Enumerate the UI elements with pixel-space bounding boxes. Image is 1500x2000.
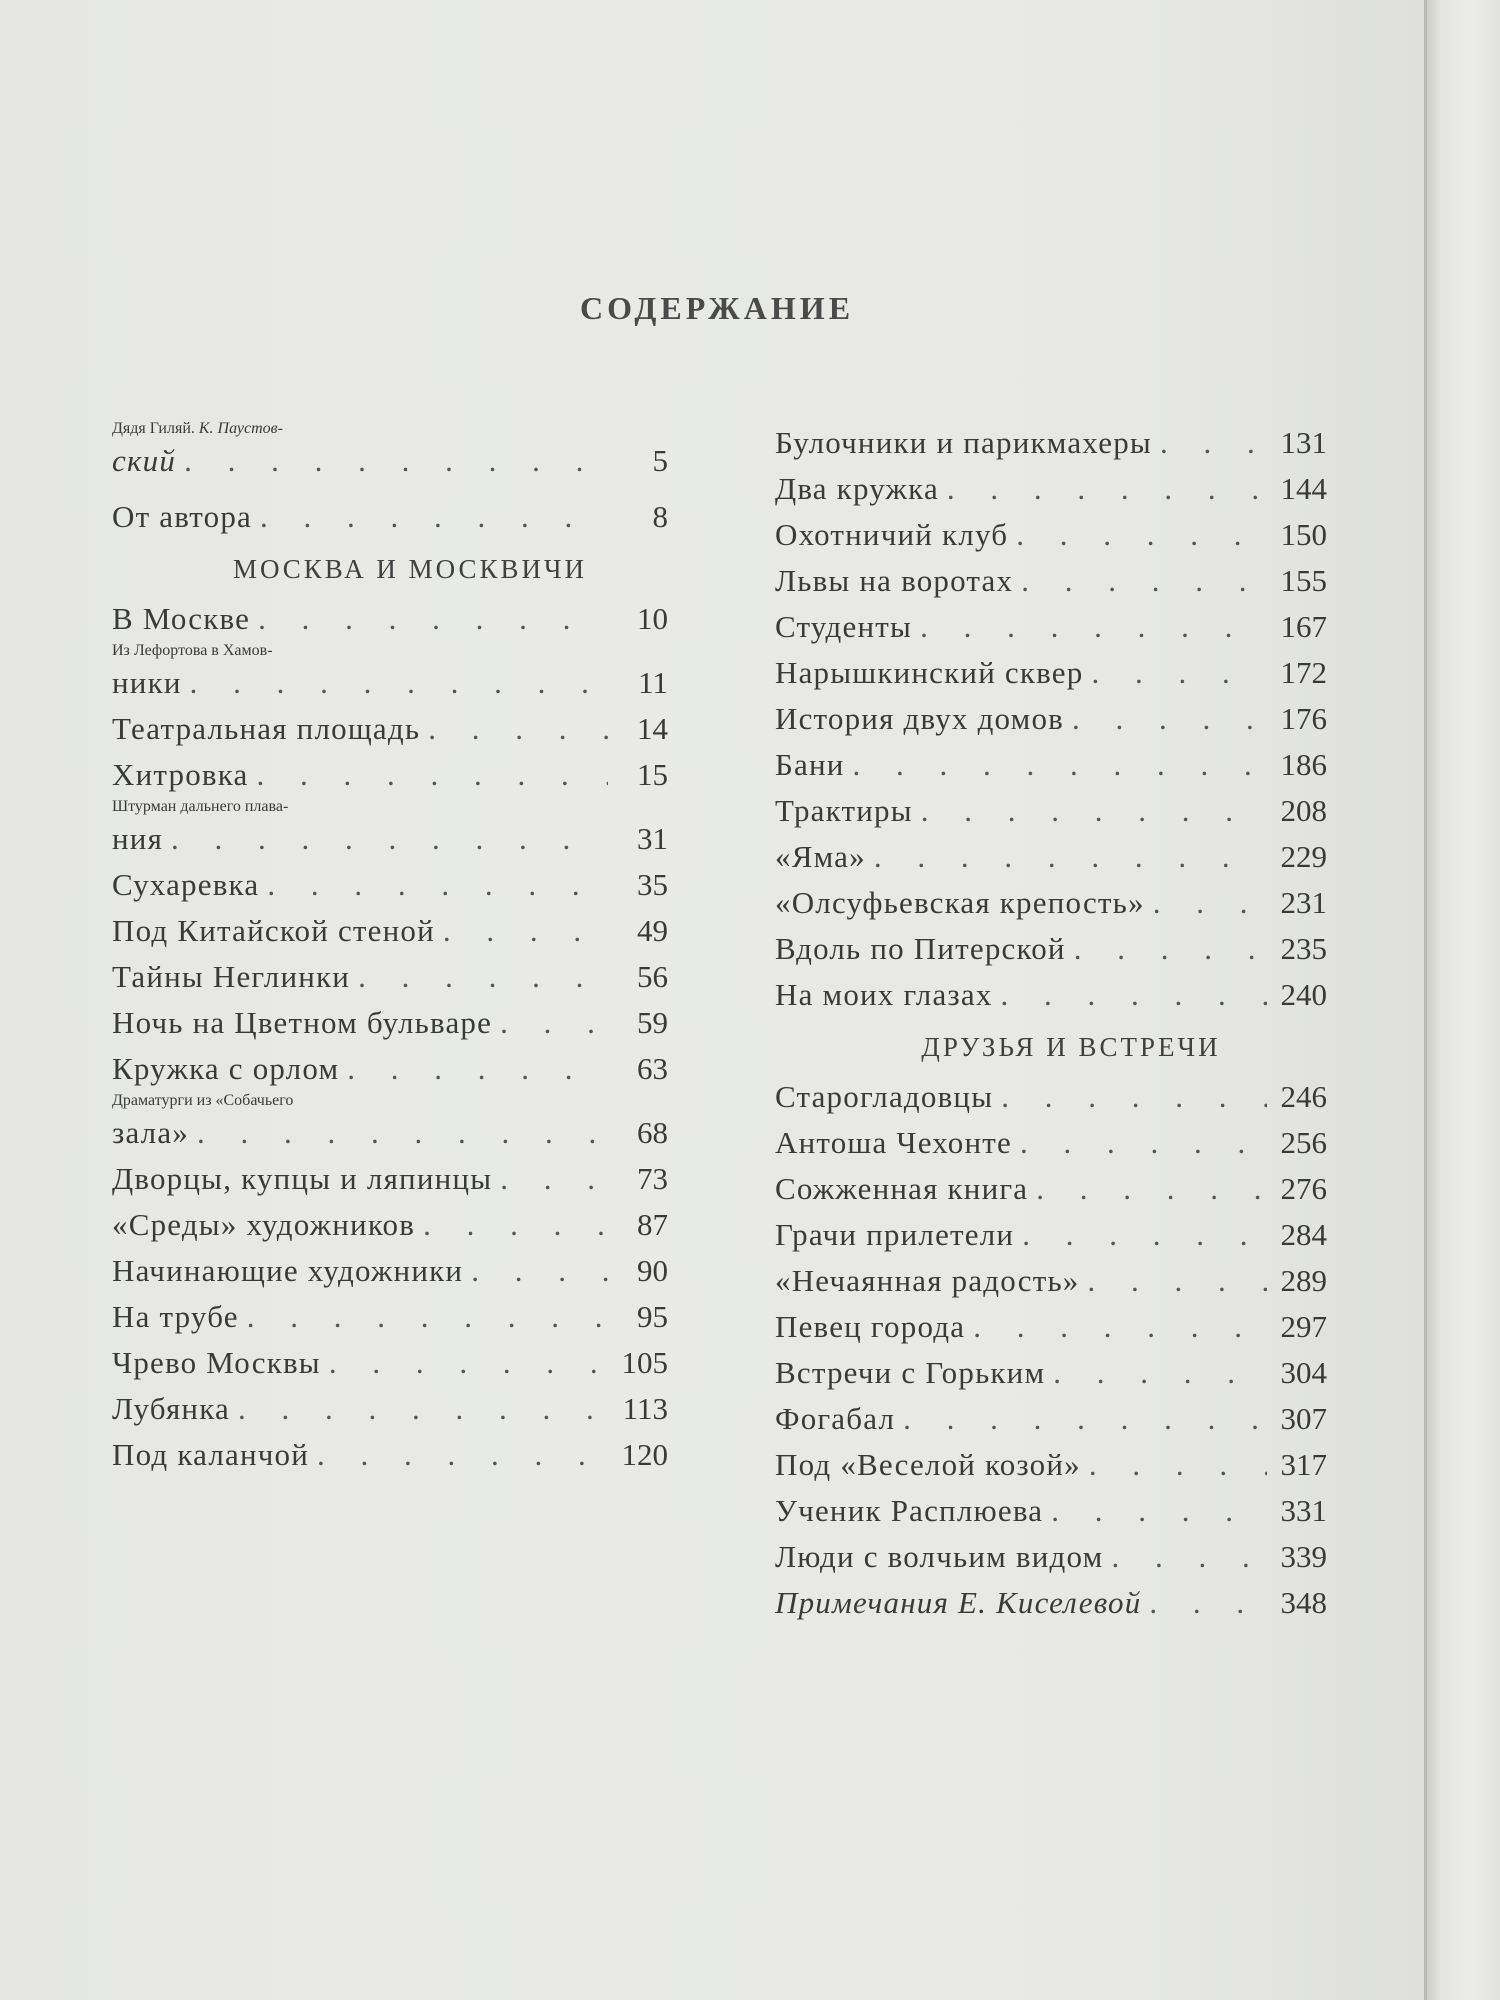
page-number: 49	[637, 913, 668, 948]
dot-leader	[189, 1110, 608, 1156]
entry-title: Вдоль по Питерской	[775, 931, 1066, 966]
toc-entry	[775, 696, 1327, 742]
dot-leader	[1141, 1580, 1267, 1626]
dot-leader	[993, 1074, 1267, 1120]
toc-entry	[775, 1350, 1327, 1396]
entry-title: Студенты	[775, 609, 913, 644]
entry-title: Чрево Москвы	[112, 1345, 321, 1380]
entry-title: Староглaдовцы	[775, 1079, 994, 1114]
dot-leader	[492, 1000, 608, 1046]
page-number: 339	[1280, 1539, 1327, 1574]
entry-title: Дворцы, купцы и ляпинцы	[112, 1161, 493, 1196]
page-number: 5	[652, 443, 668, 478]
entry-title: Бани	[775, 747, 845, 782]
entry-title: Встречи с Горьким	[775, 1355, 1046, 1390]
page-number: 167	[1280, 609, 1327, 644]
dot-leader	[866, 834, 1267, 880]
toc-entry	[112, 752, 668, 798]
dot-leader	[350, 954, 608, 1000]
dot-leader	[309, 1432, 608, 1478]
page-number: 95	[637, 1299, 668, 1334]
toc-entry	[775, 1212, 1327, 1258]
entry-title: Певец города	[775, 1309, 966, 1344]
toc-entry	[775, 742, 1327, 788]
entry-title: Фогабал	[775, 1401, 896, 1436]
dot-leader	[182, 660, 608, 706]
page-number: 304	[1280, 1355, 1327, 1390]
toc-right-column	[775, 420, 1327, 1626]
dot-leader	[339, 1046, 608, 1092]
entry-title: «Нечаянная радость»	[775, 1263, 1080, 1298]
entry-title: Лубянка	[112, 1391, 230, 1426]
page-number: 186	[1280, 747, 1327, 782]
toc-entry	[775, 420, 1327, 466]
toc-entry	[775, 1258, 1327, 1304]
toc-list	[775, 420, 1327, 1018]
entry-title: «Олсуфьевская крепость»	[775, 885, 1145, 920]
dot-leader	[1014, 1212, 1267, 1258]
entry-title: зала»	[112, 1115, 190, 1150]
page-number: 284	[1280, 1217, 1327, 1252]
toc-entry	[775, 1120, 1327, 1166]
entry-title: Под каланчой	[112, 1437, 310, 1472]
toc-entry	[112, 954, 668, 1000]
toc-list	[775, 1074, 1327, 1626]
page-number: 176	[1280, 701, 1327, 736]
toc-left-column	[112, 420, 668, 1478]
page-number: 231	[1280, 885, 1327, 920]
entry-title: Под «Веселой козой»	[775, 1447, 1081, 1482]
toc-entry	[112, 706, 668, 752]
entry-title-line: Драматурги из «Собачьего	[112, 1092, 294, 1109]
dot-leader	[259, 862, 608, 908]
toc-entry	[112, 1386, 668, 1432]
entry-title: Под Китайской стеной	[112, 913, 435, 948]
page-number: 120	[621, 1437, 668, 1472]
entry-title: Сожженная книга	[775, 1171, 1029, 1206]
dot-leader	[1028, 1166, 1267, 1212]
page-number: 155	[1280, 563, 1327, 598]
entry-title: Булочники и парикмахеры	[775, 425, 1152, 460]
entry-title: Два кружка	[775, 471, 939, 506]
dot-leader	[1013, 558, 1267, 604]
entry-title: ния	[112, 821, 164, 856]
dot-leader	[163, 816, 608, 862]
entry-title-line: Штурман дальнего плава-	[112, 798, 289, 815]
entry-title: Антоша Чехонте	[775, 1125, 1013, 1160]
page-number: 68	[637, 1115, 668, 1150]
page-number: 297	[1280, 1309, 1327, 1344]
dot-leader	[1066, 926, 1267, 972]
entry-title: Театральная площадь	[112, 711, 421, 746]
toc-entry	[775, 926, 1327, 972]
page-number: 14	[637, 711, 668, 746]
entry-title: Примечания Е. Киселевой	[775, 1585, 1142, 1620]
entry-title-line: Из Лефортова в Хамов-	[112, 642, 273, 659]
toc-entry	[775, 1396, 1327, 1442]
toc-entry	[112, 798, 668, 862]
dot-leader	[912, 604, 1267, 650]
page-number: 105	[621, 1345, 668, 1380]
dot-leader	[993, 972, 1267, 1018]
page-number: 317	[1280, 1447, 1327, 1482]
page-number: 73	[637, 1161, 668, 1196]
toc-entry	[112, 908, 668, 954]
page-number: 131	[1280, 425, 1327, 460]
dot-leader	[939, 466, 1267, 512]
page-number: 15	[637, 757, 668, 792]
page-number: 144	[1280, 471, 1327, 506]
page-title: СОДЕРЖАНИЕ	[579, 290, 855, 326]
page-number: 172	[1280, 655, 1327, 690]
page-number: 240	[1280, 977, 1327, 1012]
page-number: 113	[622, 1391, 668, 1426]
entry-author: К. Паустов-	[198, 420, 283, 437]
toc-entry	[775, 1580, 1327, 1626]
dot-leader	[492, 1156, 608, 1202]
entry-title: Грачи прилетели	[775, 1217, 1015, 1252]
entry-title: Ночь на Цветном бульваре	[112, 1005, 493, 1040]
toc-entry	[112, 862, 668, 908]
dot-leader	[1152, 420, 1267, 466]
page-number: 246	[1280, 1079, 1327, 1114]
entry-title: Хитровка	[112, 757, 249, 792]
page-number: 8	[652, 499, 668, 534]
page-number: 31	[637, 821, 668, 856]
entry-title: На моих глазах	[775, 977, 993, 1012]
dot-leader	[463, 1248, 608, 1294]
entry-title: Ученик Расплюева	[775, 1493, 1044, 1528]
dot-leader	[1043, 1488, 1267, 1534]
toc-entry	[775, 512, 1327, 558]
dot-leader	[1083, 650, 1267, 696]
entry-title: История двух домов	[775, 701, 1065, 736]
toc-entry	[112, 1092, 668, 1156]
toc-entry	[775, 880, 1327, 926]
entry-title: «Среды» художников	[112, 1207, 416, 1242]
dot-leader	[1064, 696, 1267, 742]
dot-leader	[965, 1304, 1267, 1350]
page-number: 229	[1280, 839, 1327, 874]
page-number: 10	[637, 601, 668, 636]
entry-title: От автора	[112, 499, 253, 534]
dot-leader	[1079, 1258, 1267, 1304]
toc-entry	[775, 604, 1327, 650]
toc-entry	[112, 1248, 668, 1294]
toc-entry	[775, 1488, 1327, 1534]
section-heading: ДРУЗЬЯ И ВСТРЕЧИ	[921, 1032, 1221, 1062]
page-number: 35	[637, 867, 668, 902]
entry-title: На трубе	[112, 1299, 239, 1334]
dot-leader	[1081, 1442, 1267, 1488]
page-number: 59	[637, 1005, 668, 1040]
entry-title: Кружка с орлом	[112, 1051, 340, 1086]
page-number: 90	[637, 1253, 668, 1288]
page-number: 307	[1280, 1401, 1327, 1436]
toc-entry	[112, 1432, 668, 1478]
dot-leader	[415, 1202, 608, 1248]
dot-leader	[239, 1294, 608, 1340]
dot-leader	[230, 1386, 608, 1432]
toc-list	[112, 596, 668, 1478]
toc-entry	[112, 1156, 668, 1202]
entry-title: Нарышкинский сквер	[775, 655, 1084, 690]
toc-entry	[775, 1166, 1327, 1212]
dot-leader	[1103, 1534, 1267, 1580]
page-number: 150	[1280, 517, 1327, 552]
dot-leader	[1012, 1120, 1267, 1166]
entry-title: Трактиры	[775, 793, 913, 828]
dot-leader	[252, 494, 608, 540]
dot-leader	[321, 1340, 608, 1386]
toc-entry	[112, 596, 668, 642]
toc-entry-intro	[112, 420, 668, 484]
section-heading: МОСКВА И МОСКВИЧИ	[232, 554, 588, 584]
entry-title: ники	[112, 665, 182, 700]
toc-entry	[112, 1000, 668, 1046]
dot-leader	[435, 908, 608, 954]
dot-leader	[250, 596, 608, 642]
dot-leader	[1045, 1350, 1267, 1396]
toc-entry	[775, 1534, 1327, 1580]
page-number: 87	[637, 1207, 668, 1242]
entry-title: Сухаревка	[112, 867, 260, 902]
dot-leader	[895, 1396, 1267, 1442]
toc-entry	[775, 1442, 1327, 1488]
dot-leader	[845, 742, 1267, 788]
page-number: 11	[638, 665, 668, 700]
toc-entry	[775, 650, 1327, 696]
toc-entry	[775, 972, 1327, 1018]
entry-title: «Яма»	[775, 839, 866, 874]
dot-leader	[1008, 512, 1267, 558]
page-number: 289	[1280, 1263, 1327, 1298]
dot-leader	[913, 788, 1267, 834]
toc-entry	[775, 558, 1327, 604]
dot-leader	[249, 752, 609, 798]
toc-entry	[112, 1294, 668, 1340]
page-number: 208	[1280, 793, 1327, 828]
toc-entry	[775, 466, 1327, 512]
toc-entry	[775, 1304, 1327, 1350]
toc-entry	[112, 642, 668, 706]
entry-title: Дядя Гиляй.	[112, 420, 195, 437]
entry-title: Львы на воротах	[775, 563, 1014, 598]
next-page-edge	[1424, 0, 1500, 2000]
page-number: 348	[1280, 1585, 1327, 1620]
entry-title: Охотничий клуб	[775, 517, 1009, 552]
page-number: 235	[1280, 931, 1327, 966]
entry-title: Тайны Неглинки	[112, 959, 351, 994]
entry-title: Начинающие художники	[112, 1253, 464, 1288]
entry-title: В Москве	[112, 601, 251, 636]
entry-title: Люди с волчьим видом	[775, 1539, 1104, 1574]
toc-entry	[775, 1074, 1327, 1120]
toc-entry	[775, 834, 1327, 880]
page-number: 276	[1280, 1171, 1327, 1206]
dot-leader	[176, 438, 608, 484]
page-number: 331	[1280, 1493, 1327, 1528]
toc-entry	[112, 1340, 668, 1386]
entry-title-cont: ский	[112, 443, 177, 478]
dot-leader	[1145, 880, 1267, 926]
page-number: 63	[637, 1051, 668, 1086]
dot-leader	[420, 706, 608, 752]
toc-entry	[112, 494, 668, 540]
page-number: 56	[637, 959, 668, 994]
toc-entry	[112, 1046, 668, 1092]
toc-entry	[112, 1202, 668, 1248]
page-number: 256	[1280, 1125, 1327, 1160]
toc-entry	[775, 788, 1327, 834]
